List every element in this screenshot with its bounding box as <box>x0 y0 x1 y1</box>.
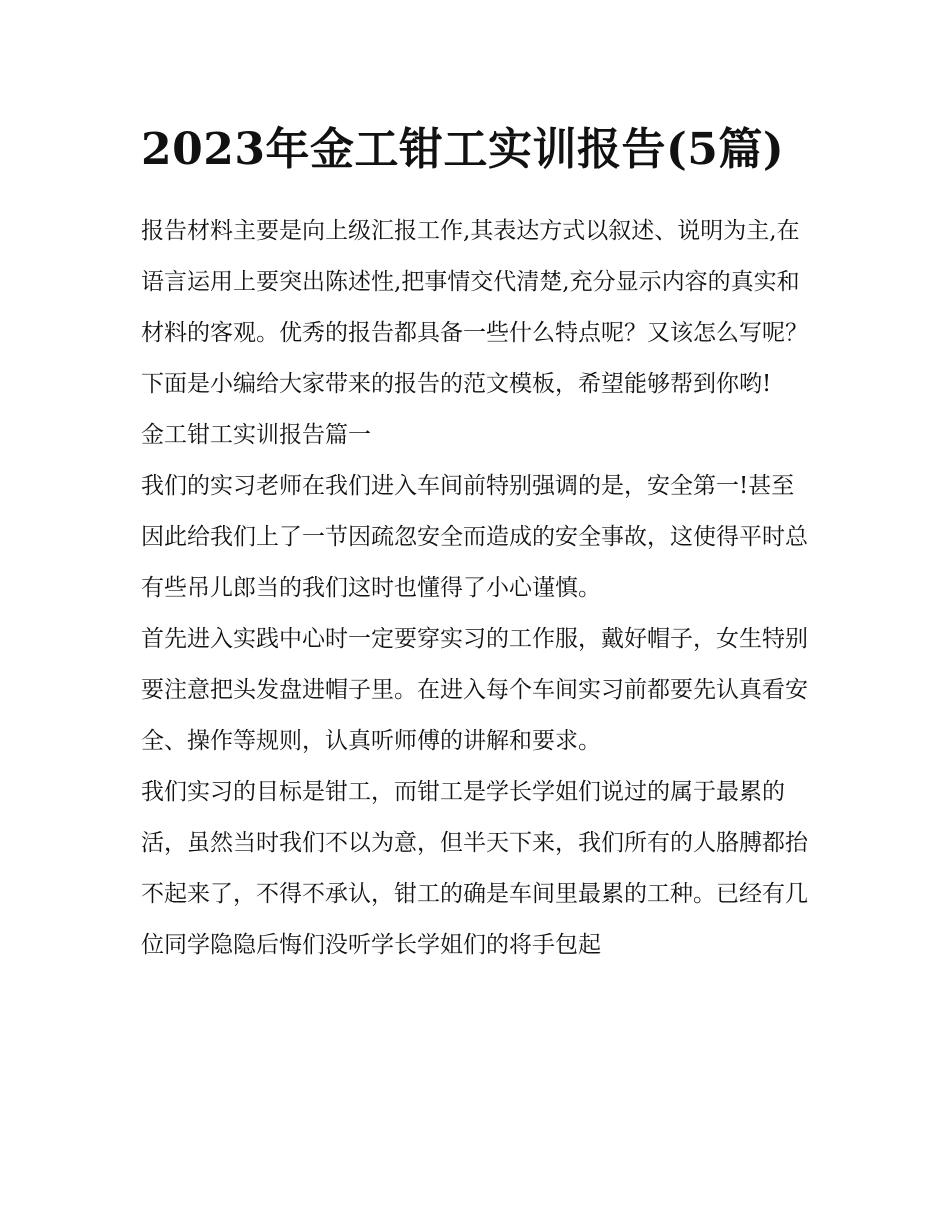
body-paragraph-1: 我们的实习老师在我们进入车间前特别强调的是，安全第一!甚至因此给我们上了一节因疏忽安全而造成的安全事故，这使得平时总有些吊儿郎当的我们这时也懂得了小心谨慎。 <box>141 473 808 601</box>
document-body <box>141 112 813 971</box>
body-paragraph-2: 首先进入实践中心时一定要穿实习的工作服，戴好帽子，女生特别要注意把头发盘进帽子里。在进入每个车间实习前都要先认真看安全、操作等规则，认真听师傅的讲解和要求。 <box>141 626 808 754</box>
document-title: 2023年金工钳工实训报告(5篇) <box>141 124 785 175</box>
body-paragraph-3: 我们实习的目标是钳工，而钳工是学长学姐们说过的属于最累的活，虽然当时我们不以为意，但半天下来，我们所有的人胳膊都抬不起来了，不得不承认，钳工的确是车间里最累的工种。已经有几位同学隐隐后悔们没听学长学姐们的将手包起 <box>141 779 808 958</box>
section-heading: 金工钳工实训报告篇一 <box>141 422 371 448</box>
intro-paragraph: 报告材料主要是向上级汇报工作,其表达方式以叙述、说明为主,在语言运用上要突出陈述性,把事情交代清楚,充分显示内容的真实和材料的客观。优秀的报告都具备一些什么特点呢？又该怎么写呢？下面是小编给大家带来的报告的范文模板，希望能够帮到你哟! <box>141 218 808 397</box>
